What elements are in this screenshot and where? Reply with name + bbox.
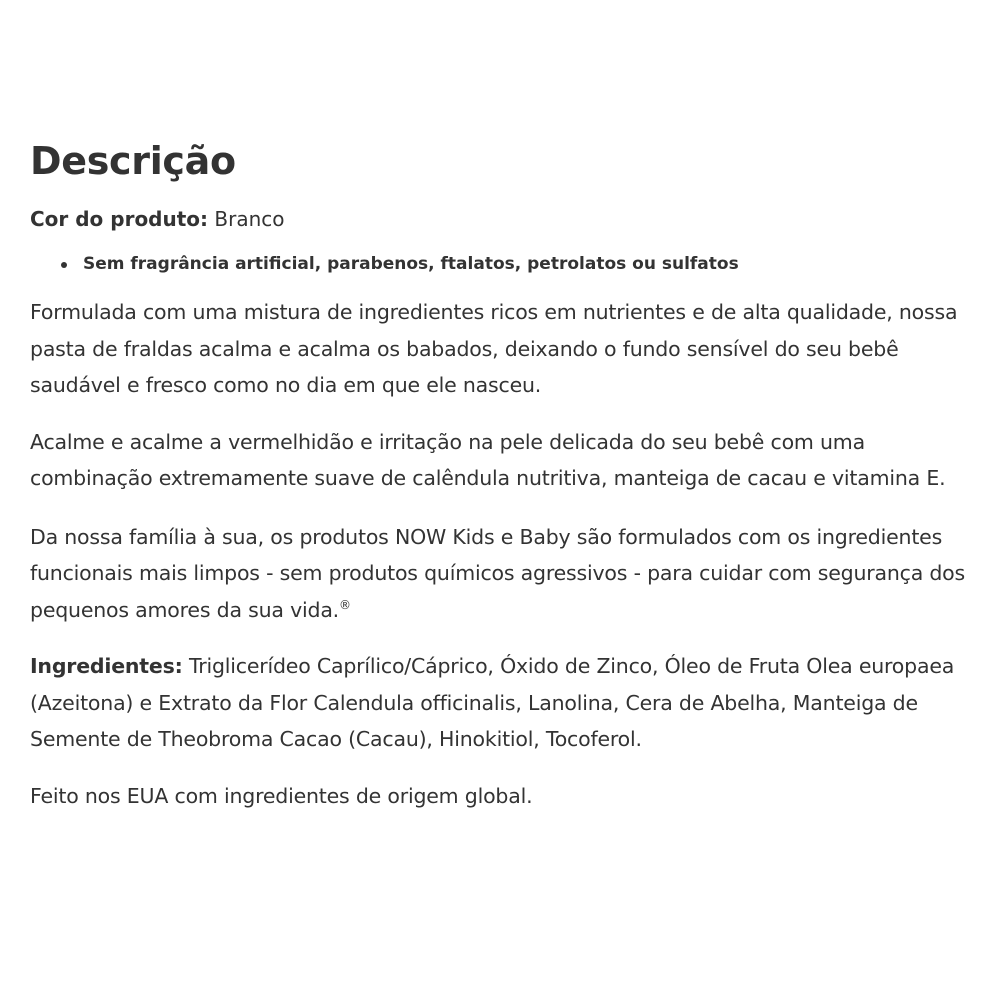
origin-paragraph: Feito nos EUA com ingredientes de origem global. [30, 783, 533, 808]
description-paragraph-formula: Formulada com uma mistura de ingredientes ricos em nutrientes e de alta qualidade, nossa pasta de fraldas acalma e acalma os babados, deixando o fundo sensível do seu bebê saudável e fresco como no dia em que ele nasceu. [30, 300, 958, 397]
description-paragraph-family [30, 519, 975, 629]
family-paragraph-text: Da nossa família à sua, os produtos NOW Kids e Baby são formulados com os ingredientes funcionais mais limpos - sem produtos químicos agressivos - para cuidar com segurança dos pequenos amores da sua vida. [30, 524, 966, 622]
description-paragraph-soothe: Acalme e acalme a vermelhidão e irritação na pele delicada do seu bebê com uma combinação extremamente suave de calêndula nutritiva, manteiga de cacau e vitamina E. [30, 429, 946, 490]
product-color-value: Branco [214, 207, 285, 231]
ingredients-label: Ingredientes: [30, 654, 183, 678]
product-color-label: Cor do produto: [30, 207, 209, 231]
section-title: Descrição [30, 139, 236, 183]
registered-mark: ® [339, 597, 351, 612]
feature-item [83, 252, 975, 276]
description-section [30, 138, 975, 814]
bullet-icon [61, 262, 67, 268]
ingredients-value: Triglicerídeo Caprílico/Cáprico, Óxido de Zinco, Óleo de Fruta Olea europaea (Azeitona) e Extrato da Flor Calendula officinalis, Lanolina, Cera de Abelha, Manteiga de Semente de Theobroma Cacao (Cacau), Hinokitiol, Tocoferol. [30, 654, 955, 751]
feature-item-text: Sem fragrância artificial, parabenos, ftalatos, petrolatos ou sulfatos [83, 254, 739, 274]
feature-list [30, 252, 975, 276]
ingredients-paragraph [30, 648, 975, 758]
product-color [30, 206, 975, 232]
